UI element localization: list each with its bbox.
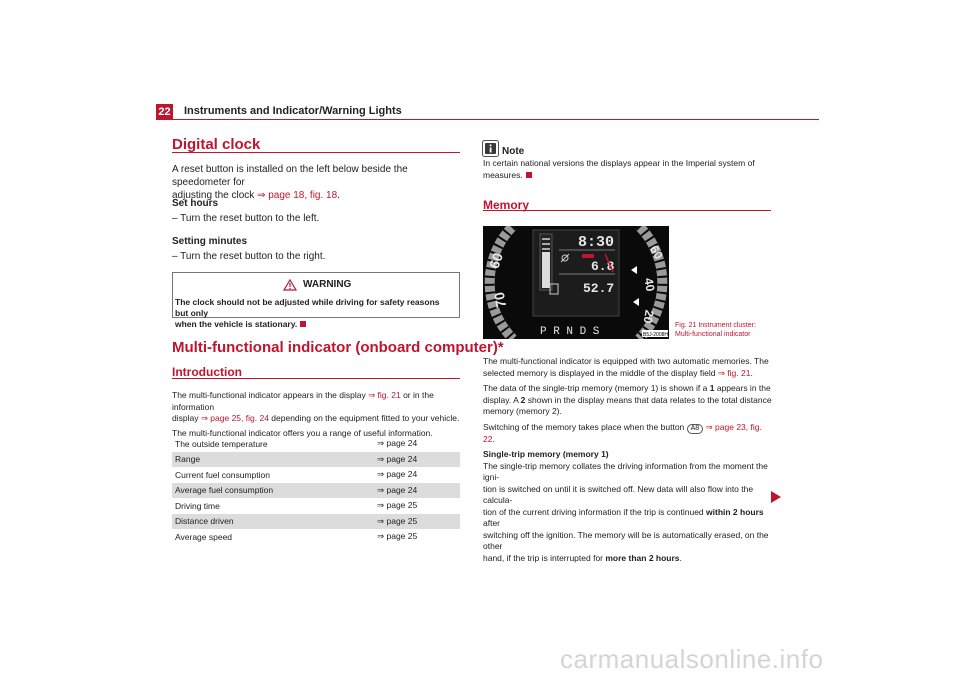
set-hours-step: – Turn the reset button to the left. <box>172 213 320 224</box>
digital-clock-intro: A reset button is installed on the left below beside the speedometer for adjusting the clock ⇒ page 18, fig. 18. <box>172 164 408 201</box>
instrument-cluster-image <box>483 226 669 339</box>
table-row: Average speed ⇒ page 25 <box>175 531 418 542</box>
warning-text: The clock should not be adjusted while driving for safety reasons but only when the vehicle is stationary. <box>175 297 440 329</box>
note-text: In certain national versions the displays appear in the Imperial system of measures. <box>483 158 755 180</box>
set-minutes-step: – Turn the reset button to the right. <box>172 251 326 262</box>
page-number: 22 <box>156 104 173 120</box>
warning-triangle-icon <box>283 279 297 291</box>
running-head-title: Instruments and Indicator/Warning Lights <box>184 105 402 117</box>
section-rule <box>172 378 460 379</box>
average-readout: 52.7 <box>583 281 615 296</box>
table-row: Driving time ⇒ page 25 <box>175 500 418 511</box>
fig-link[interactable]: ⇒ fig. 21 <box>368 390 401 400</box>
instrument-cluster-illustration <box>483 226 669 339</box>
fig-link[interactable]: ⇒ fig. 21 <box>717 367 751 378</box>
note-icon <box>482 140 499 157</box>
single-trip-title: Single-trip memory (memory 1) <box>483 449 609 459</box>
button-a8-symbol: A8 <box>687 424 704 434</box>
mfi-intro: The multi-functional indicator appears in the display ⇒ fig. 21 or in the information display ⇒ page 25, fig. 24 depending on the equipment fitted to your vehicle. The multi-functional indicator offers you a range of useful information. <box>172 390 460 438</box>
end-square-icon <box>300 321 306 327</box>
set-minutes-title: Setting minutes <box>172 236 248 247</box>
table-row: Range ⇒ page 24 <box>172 452 460 468</box>
memory-heading: Memory <box>483 198 530 212</box>
header-rule <box>173 119 819 120</box>
note-title: Note <box>502 146 525 157</box>
memory-text: The multi-functional indicator is equipped with two automatic memories. The selected memory is displayed in the middle of the display field ⇒ fig. 21. The data of the single-trip memory (memory 1) is shown if a 1 appears in the display. A 2 shown in the display means that data relates to the total distance memory (memory 2). Switching of the memory takes place when the button A8 ⇒ page 23, fig. 22. Single-trip memory (memory 1) The single-trip memory collates the driving information from the moment the igni- tion is switched on until it is switched off. New data will also flow into the calcula- tion of the current driving information if the trip is continued within 2 hours after switching off the ignition. The memory will be is automatically erased, on the other hand, if the trip is interrupted for more than 2 hours. <box>483 356 775 564</box>
continue-arrow-icon <box>771 491 781 503</box>
page-link[interactable]: ⇒ page 18, fig. 18 <box>257 190 338 201</box>
page-link[interactable]: ⇒ page 23, fig. 22 <box>483 421 762 444</box>
table-row: Average fuel consumption ⇒ page 24 <box>172 483 460 499</box>
gear-indicator: P R N D S <box>540 326 600 338</box>
figure-code: B5J-2008H <box>643 332 669 338</box>
speed-label: 40 <box>641 276 658 293</box>
table-row: Current fuel consumption ⇒ page 24 <box>175 469 418 480</box>
table-row: The outside temperature ⇒ page 24 <box>175 438 418 449</box>
speed-label: 60 <box>485 250 507 271</box>
watermark: carmanualsonline.info <box>560 644 824 674</box>
page-link[interactable]: ⇒ page 25, fig. 24 <box>200 413 269 423</box>
set-hours-title: Set hours <box>172 198 219 209</box>
introduction-heading: Introduction <box>172 365 242 379</box>
consumption-readout: 6.8 <box>591 259 615 274</box>
section-rule <box>172 152 460 153</box>
speed-label: 60 <box>646 243 666 262</box>
table-row: Distance driven ⇒ page 25 <box>172 514 460 530</box>
digital-clock-heading: Digital clock <box>172 136 261 153</box>
speed-label: 70 <box>490 290 510 310</box>
mfi-info-table <box>172 436 460 545</box>
figure-caption: Fig. 21 Instrument cluster: Multi-functional indicator <box>675 322 756 338</box>
mfi-heading: Multi-functional indicator (onboard computer)* <box>172 339 504 356</box>
warning-box <box>172 272 460 329</box>
section-rule <box>483 210 771 211</box>
warning-title: WARNING <box>303 279 352 290</box>
clock-readout: 8:30 <box>578 234 615 251</box>
speed-label: 20 <box>640 308 657 325</box>
end-square-icon <box>526 172 532 178</box>
